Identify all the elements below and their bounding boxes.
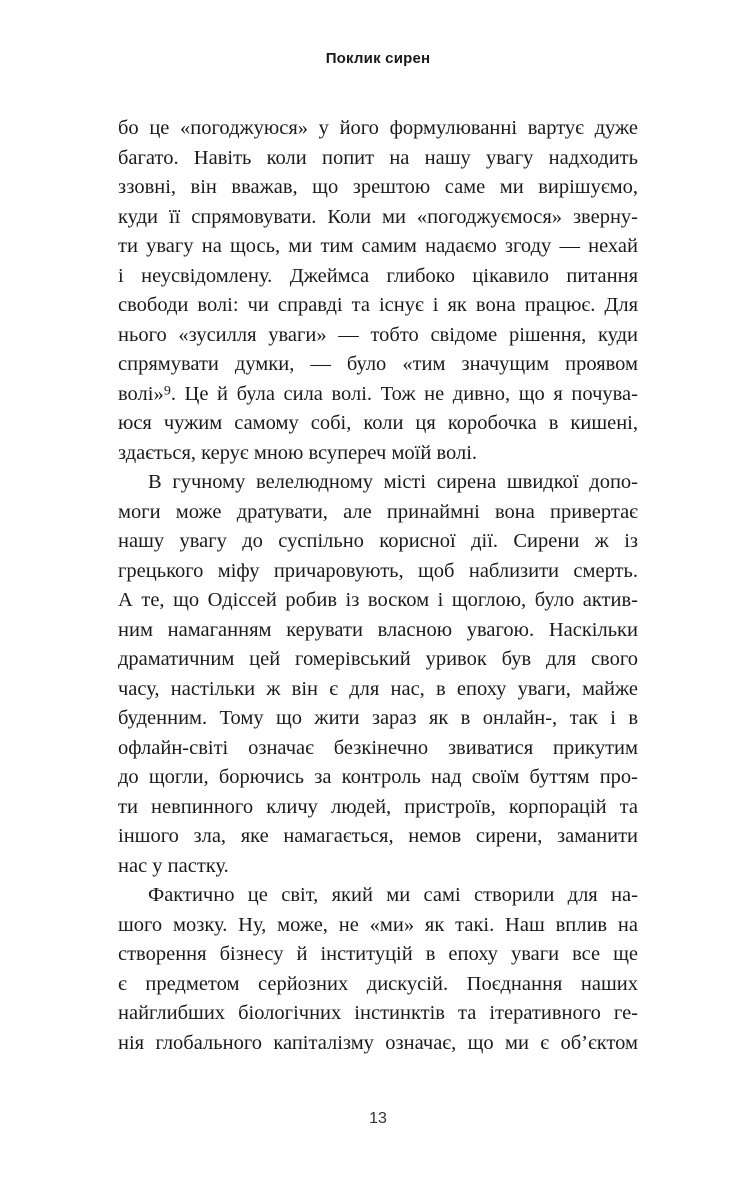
text-line: до щогли, борючись за контроль над своїм буттям про-	[118, 766, 638, 788]
text-line: ти увагу на щось, ми тим самим надаємо згоду — нехай	[118, 235, 638, 257]
text-line: і неусвідомлену. Джеймса глибоко цікавило питання	[118, 264, 638, 287]
text-line: ззовні, він вважав, що зрештою саме ми вирішуємо,	[118, 176, 638, 198]
text-line: створення бізнесу й інституцій в епоху уваги все ще	[118, 943, 638, 965]
text-line: В гучному велелюдному місті сирена швидкої допо-	[148, 471, 638, 493]
text-line: свободи волі: чи справді та існує і як вона працює. Для	[118, 294, 638, 316]
text-line: драматичним цей гомерівський уривок був для свого	[118, 648, 638, 670]
text-line: волі»⁹. Це й була сила волі. Тож не дивно, що я почува-	[118, 382, 638, 405]
text-line: ним намаганням керувати власною увагою. Наскільки	[118, 618, 638, 641]
text-line: Фактично це світ, який ми самі створили для на-	[148, 884, 638, 906]
text-line: здається, керує мною всупереч моїй волі.	[118, 441, 478, 464]
text-line: А те, що Одіссей робив із воском і щоглою, було актив-	[118, 589, 638, 611]
text-line: бо це «погоджуюся» у його формулюванні вартує дуже	[118, 117, 638, 139]
text-line: офлайн-світі означає безкінечно звиватися прикутим	[118, 736, 638, 759]
text-line: нас у пастку.	[118, 854, 229, 877]
text-line: нія глобального капіталізму означає, що ми є об’єктом	[118, 1031, 638, 1054]
text-line: нього «зусилля уваги» — тобто свідоме рішення, куди	[118, 323, 638, 346]
text-line: грецького міфу причаровують, щоб наблизити смерть.	[118, 559, 638, 582]
text-line: найглибших біологічних інстинктів та ітеративного ге-	[118, 1002, 638, 1024]
text-line: іншого зла, яке намагається, немов сирени, заманити	[118, 825, 638, 847]
text-line: часу, настільки ж він є для нас, в епоху уваги, майже	[118, 677, 638, 700]
text-line: юся чужим самому собі, коли ця коробочка в кишені,	[118, 412, 638, 434]
text-line: нашу увагу до суспільно корисної дії. Сирени ж із	[118, 530, 638, 552]
page-number: 13	[369, 1110, 387, 1127]
body-text	[118, 114, 638, 1058]
text-line: ти невпинного кличу людей, пристроїв, корпорацій та	[118, 795, 638, 818]
text-line: куди її спрямовувати. Коли ми «погоджуємося» зверну-	[118, 205, 638, 228]
text-line: буденним. Тому що жити зараз як в онлайн-, так і в	[118, 707, 638, 729]
running-header-title: Поклик сирен	[325, 50, 431, 67]
text-line: спрямувати думки, — було «тим значущим проявом	[118, 353, 638, 375]
text-line: шого мозку. Ну, може, не «ми» як такі. Наш вплив на	[118, 913, 638, 936]
text-line: багато. Навіть коли попит на нашу увагу надходить	[118, 146, 638, 169]
text-line: є предметом серйозних дискусій. Поєднання наших	[118, 972, 638, 995]
text-line: моги може дратувати, але принаймні вона привертає	[118, 500, 638, 523]
